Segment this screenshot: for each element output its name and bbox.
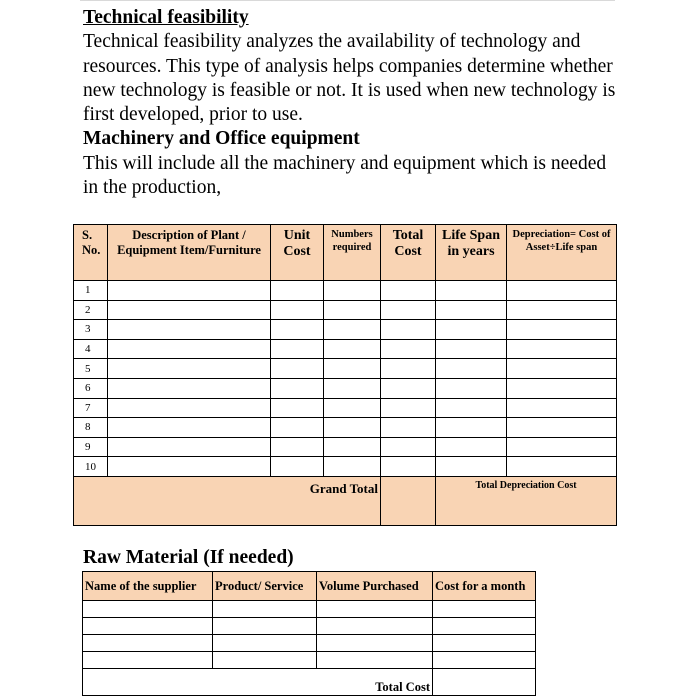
header-volume: Volume Purchased <box>317 572 433 601</box>
raw-header-row <box>83 572 536 601</box>
equipment-cell[interactable] <box>381 437 436 457</box>
equipment-cell[interactable] <box>108 437 271 457</box>
equipment-cell[interactable] <box>324 437 381 457</box>
raw-row <box>83 601 536 618</box>
equipment-cell[interactable] <box>381 339 436 359</box>
equipment-cell[interactable] <box>271 281 324 301</box>
equipment-cell[interactable] <box>436 378 507 398</box>
raw-cell[interactable] <box>317 652 433 669</box>
row-number: 4 <box>74 339 108 359</box>
equipment-cell[interactable] <box>324 300 381 320</box>
row-number: 1 <box>74 281 108 301</box>
raw-cell[interactable] <box>317 635 433 652</box>
equipment-cell[interactable] <box>507 320 617 340</box>
equipment-cell[interactable] <box>324 418 381 438</box>
equipment-row <box>74 320 617 340</box>
equipment-cell[interactable] <box>507 457 617 477</box>
equipment-header-row <box>74 225 617 281</box>
equipment-cell[interactable] <box>324 359 381 379</box>
equipment-cell[interactable] <box>108 339 271 359</box>
section-title: Technical feasibility <box>83 7 249 28</box>
raw-cell[interactable] <box>213 601 317 618</box>
header-sno: S. No. <box>74 225 108 281</box>
raw-cell[interactable] <box>83 601 213 618</box>
equipment-row <box>74 418 617 438</box>
equipment-cell[interactable] <box>271 300 324 320</box>
equipment-row <box>74 281 617 301</box>
equipment-cell[interactable] <box>436 418 507 438</box>
equipment-cell[interactable] <box>436 398 507 418</box>
row-number: 7 <box>74 398 108 418</box>
equipment-cell[interactable] <box>436 320 507 340</box>
equipment-cell[interactable] <box>436 457 507 477</box>
equipment-cell[interactable] <box>324 457 381 477</box>
header-cost: Cost for a month <box>433 572 536 601</box>
equipment-row <box>74 300 617 320</box>
row-number: 9 <box>74 437 108 457</box>
equipment-cell[interactable] <box>271 339 324 359</box>
equipment-cell[interactable] <box>271 359 324 379</box>
raw-cell[interactable] <box>213 652 317 669</box>
header-depreciation: Depreciation= Cost of Asset÷Life span <box>507 225 617 281</box>
total-cost-cell[interactable] <box>433 669 536 696</box>
equipment-cell[interactable] <box>436 281 507 301</box>
total-cost-label: Total Cost <box>83 669 433 696</box>
equipment-cell[interactable] <box>381 359 436 379</box>
equipment-row <box>74 359 617 379</box>
row-number: 8 <box>74 418 108 438</box>
equipment-cell[interactable] <box>507 378 617 398</box>
raw-row <box>83 635 536 652</box>
equipment-cell[interactable] <box>108 398 271 418</box>
raw-cell[interactable] <box>83 635 213 652</box>
equipment-cell[interactable] <box>381 418 436 438</box>
equipment-cell[interactable] <box>507 359 617 379</box>
equipment-table <box>73 224 617 526</box>
equipment-row <box>74 457 617 477</box>
machinery-paragraph: This will include all the machinery and equipment which is needed in the production, <box>83 152 607 199</box>
raw-cell[interactable] <box>83 618 213 635</box>
row-number: 3 <box>74 320 108 340</box>
equipment-cell[interactable] <box>507 339 617 359</box>
equipment-cell[interactable] <box>324 378 381 398</box>
equipment-cell[interactable] <box>271 378 324 398</box>
equipment-body <box>74 281 617 477</box>
equipment-cell[interactable] <box>108 320 271 340</box>
row-number: 6 <box>74 378 108 398</box>
header-product: Product/ Service <box>213 572 317 601</box>
equipment-cell[interactable] <box>271 398 324 418</box>
equipment-cell[interactable] <box>381 320 436 340</box>
equipment-cell[interactable] <box>507 398 617 418</box>
raw-row <box>83 618 536 635</box>
equipment-cell[interactable] <box>108 359 271 379</box>
equipment-cell[interactable] <box>436 339 507 359</box>
header-numbers-required: Numbers required <box>324 225 381 281</box>
header-supplier: Name of the supplier <box>83 572 213 601</box>
equipment-cell[interactable] <box>271 437 324 457</box>
raw-row <box>83 652 536 669</box>
raw-cell[interactable] <box>433 652 536 669</box>
machinery-heading: Machinery and Office equipment <box>83 128 360 150</box>
intro-paragraph: Technical feasibility analyzes the availability of technology and resources. This type of analysis helps companies determine whether new technology is feasible or not. It is used when new technology is first developed, prior to use. <box>83 31 616 126</box>
equipment-cell[interactable] <box>324 339 381 359</box>
equipment-cell[interactable] <box>507 418 617 438</box>
equipment-cell[interactable] <box>324 281 381 301</box>
equipment-cell[interactable] <box>381 398 436 418</box>
raw-cell[interactable] <box>317 618 433 635</box>
equipment-cell[interactable] <box>507 300 617 320</box>
equipment-cell[interactable] <box>436 300 507 320</box>
equipment-cell[interactable] <box>108 418 271 438</box>
raw-cell[interactable] <box>433 618 536 635</box>
row-number: 5 <box>74 359 108 379</box>
equipment-cell[interactable] <box>381 300 436 320</box>
row-number: 10 <box>74 457 108 477</box>
equipment-row <box>74 339 617 359</box>
equipment-cell[interactable] <box>324 320 381 340</box>
row-number: 2 <box>74 300 108 320</box>
intro-section <box>83 6 623 200</box>
equipment-cell[interactable] <box>108 457 271 477</box>
raw-cell[interactable] <box>433 635 536 652</box>
equipment-cell[interactable] <box>271 457 324 477</box>
raw-material-table <box>82 571 536 696</box>
grand-total-cell[interactable] <box>381 476 436 525</box>
equipment-row <box>74 378 617 398</box>
equipment-cell[interactable] <box>271 418 324 438</box>
equipment-cell[interactable] <box>507 437 617 457</box>
header-life-span: Life Span in years <box>436 225 507 281</box>
raw-total-row <box>83 669 536 696</box>
equipment-cell[interactable] <box>507 281 617 301</box>
header-description: Description of Plant / Equipment Item/Furniture <box>108 225 271 281</box>
top-divider <box>80 0 615 1</box>
equipment-footer-row <box>74 476 617 525</box>
raw-material-heading: Raw Material (If needed) <box>83 547 294 568</box>
equipment-row <box>74 437 617 457</box>
header-total-cost: Total Cost <box>381 225 436 281</box>
equipment-cell[interactable] <box>436 359 507 379</box>
equipment-cell[interactable] <box>324 398 381 418</box>
raw-cell[interactable] <box>213 618 317 635</box>
header-unit-cost: Unit Cost <box>271 225 324 281</box>
raw-cell[interactable] <box>83 652 213 669</box>
equipment-cell[interactable] <box>381 281 436 301</box>
equipment-cell[interactable] <box>108 300 271 320</box>
equipment-cell[interactable] <box>381 378 436 398</box>
equipment-cell[interactable] <box>436 437 507 457</box>
grand-total-label: Grand Total <box>74 476 381 525</box>
raw-cell[interactable] <box>433 601 536 618</box>
equipment-row <box>74 398 617 418</box>
raw-cell[interactable] <box>317 601 433 618</box>
raw-cell[interactable] <box>213 635 317 652</box>
equipment-cell[interactable] <box>381 457 436 477</box>
total-depreciation-label: Total Depreciation Cost <box>436 476 617 525</box>
equipment-cell[interactable] <box>271 320 324 340</box>
equipment-cell[interactable] <box>108 281 271 301</box>
equipment-cell[interactable] <box>108 378 271 398</box>
